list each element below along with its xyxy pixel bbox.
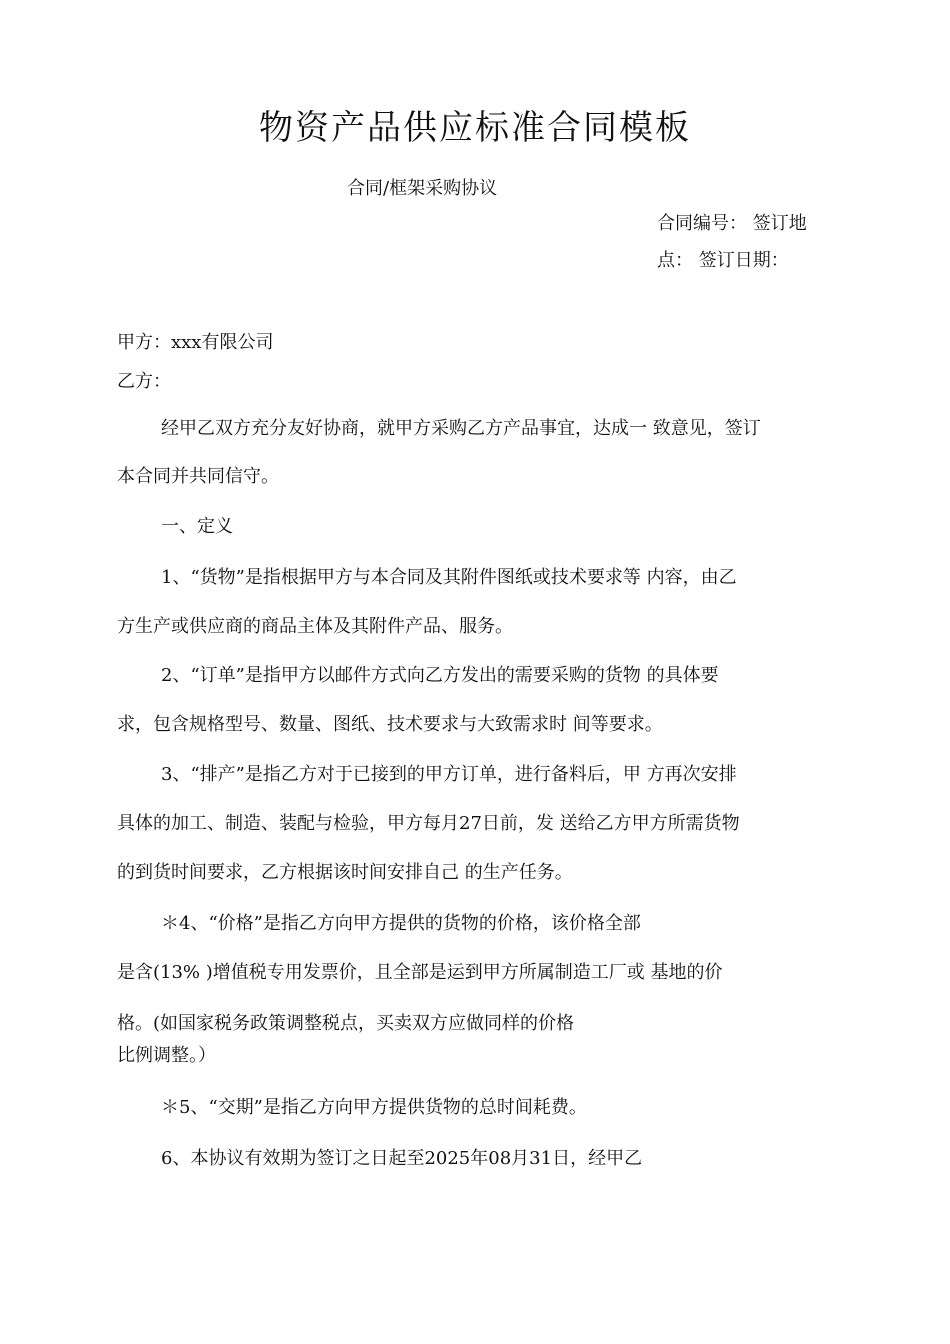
party-a: 甲方：xxx有限公司 [117,332,274,353]
document-subtitle: 合同/框架采购协议 [347,178,498,199]
clause-4-line-1: ＊4、“价格”是指乙方向甲方提供的货物的价格，该价格全部 [161,913,641,934]
clause-1-line-1: 1、“货物”是指根据甲方与本合同及其附件图纸或技术要求等 内容，由乙 [161,567,737,588]
clause-5-line-1: ＊5、“交期”是指乙方向甲方提供货物的总时间耗费。 [161,1097,587,1118]
document-title: 物资产品供应标准合同模板 [259,108,691,148]
clause-3-line-3: 的到货时间要求，乙方根据该时间安排自己 的生产任务。 [117,862,573,883]
contract-meta-line-2: 点： 签订日期： [657,250,789,271]
section-heading-definitions: 一、定义 [161,516,233,537]
contract-meta-line-1: 合同编号： 签订地 [657,213,807,234]
party-b: 乙方： [117,371,171,392]
intro-line-1: 经甲乙双方充分友好协商，就甲方采购乙方产品事宜，达成一 致意见，签订 [161,418,761,439]
clause-3-line-1: 3、“排产”是指乙方对于已接到的甲方订单，进行备料后，甲 方再次安排 [161,764,737,785]
clause-4-line-3: 格。(如国家税务政策调整税点，买卖双方应做同样的价格 [117,1013,575,1034]
clause-6-line-1: 6、本协议有效期为签订之日起至2025年08月31日，经甲乙 [161,1148,643,1169]
intro-line-2: 本合同并共同信守。 [117,466,279,487]
clause-4-line-4: 比例调整。） [117,1045,216,1066]
clause-2-line-2: 求，包含规格型号、数量、图纸、技术要求与大致需求时 间等要求。 [117,714,663,735]
clause-2-line-1: 2、“订单”是指甲方以邮件方式向乙方发出的需要采购的货物 的具体要 [161,665,719,686]
clause-3-line-2: 具体的加工、制造、装配与检验，甲方每月27日前，发 送给乙方甲方所需货物 [117,813,740,834]
clause-1-line-2: 方生产或供应商的商品主体及其附件产品、服务。 [117,616,513,637]
clause-4-line-2: 是含(13% )增值税专用发票价，且全部是运到甲方所属制造工厂或 基地的价 [117,962,723,983]
